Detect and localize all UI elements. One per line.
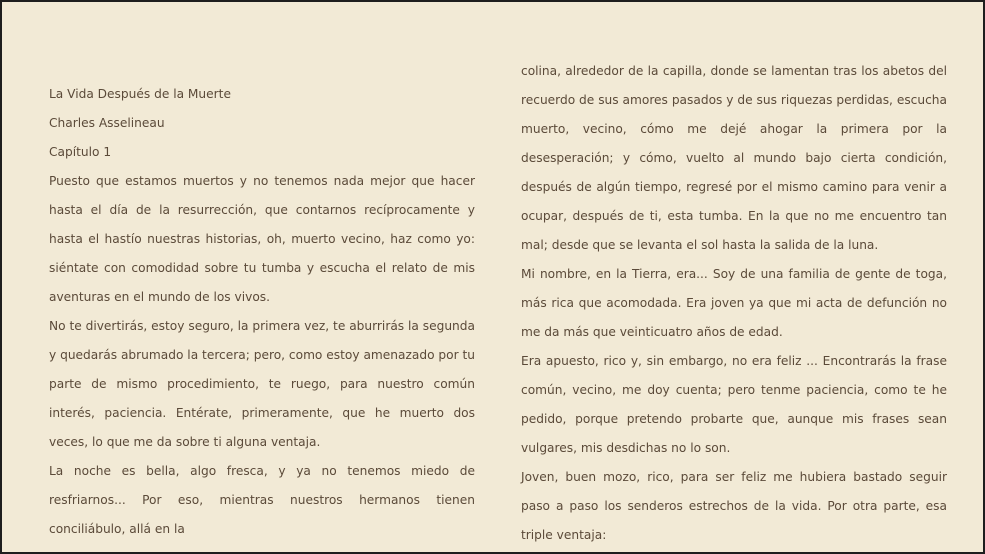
right-column <box>521 57 947 550</box>
book-author: Charles Asselineau <box>49 116 165 130</box>
paragraph: Era apuesto, rico y, sin embargo, no era feliz ... Encontrarás la frase común, vecino, me doy cuenta; pero tenme paciencia, como te he pedido, porque pretendo probarte que, aunque mis frases sean vulgares, mis desdichas no lo son. <box>521 354 947 455</box>
paragraph: colina, alrededor de la capilla, donde se lamentan tras los abetos del recuerdo de sus amores pasados y de sus riquezas perdidas, escucha muerto, vecino, cómo me dejé ahogar la primera por la desesperación; y cómo, vuelto al mundo bajo cierta condición, después de algún tiempo, regresé por el mismo camino para venir a ocupar, después de ti, esta tumba. En la que no me encuentro tan mal; desde que se levanta el sol hasta la salida de la luna. <box>521 64 947 252</box>
reader-page <box>2 2 983 552</box>
paragraph: No te divertirás, estoy seguro, la primera vez, te aburrirás la segunda y quedarás abrumado la tercera; pero, como estoy amenazado por tu parte de mismo procedimiento, te ruego, para nuestro común interés, paciencia. Entérate, primeramente, que he muerto dos veces, lo que me da sobre ti alguna ventaja. <box>49 319 475 449</box>
left-column <box>49 80 475 544</box>
paragraph: Mi nombre, en la Tierra, era... Soy de una familia de gente de toga, más rica que acomodada. Era joven ya que mi acta de defunción no me da más que veinticuatro años de edad. <box>521 267 947 339</box>
book-title: La Vida Después de la Muerte <box>49 87 231 101</box>
paragraph: Puesto que estamos muertos y no tenemos nada mejor que hacer hasta el día de la resurrección, que contarnos recíprocamente y hasta el hastío nuestras historias, oh, muerto vecino, haz como yo: siéntate con comodidad sobre tu tumba y escucha el relato de mis aventuras en el mundo de los vivos. <box>49 174 475 304</box>
paragraph: Joven, buen mozo, rico, para ser feliz me hubiera bastado seguir paso a paso los senderos estrechos de la vida. Por otra parte, esa triple ventaja: <box>521 470 947 542</box>
paragraph: La noche es bella, algo fresca, y ya no tenemos miedo de resfriarnos... Por eso, mientras nuestros hermanos tienen conciliábulo, allá en la <box>49 464 475 536</box>
chapter-heading: Capítulo 1 <box>49 145 112 159</box>
